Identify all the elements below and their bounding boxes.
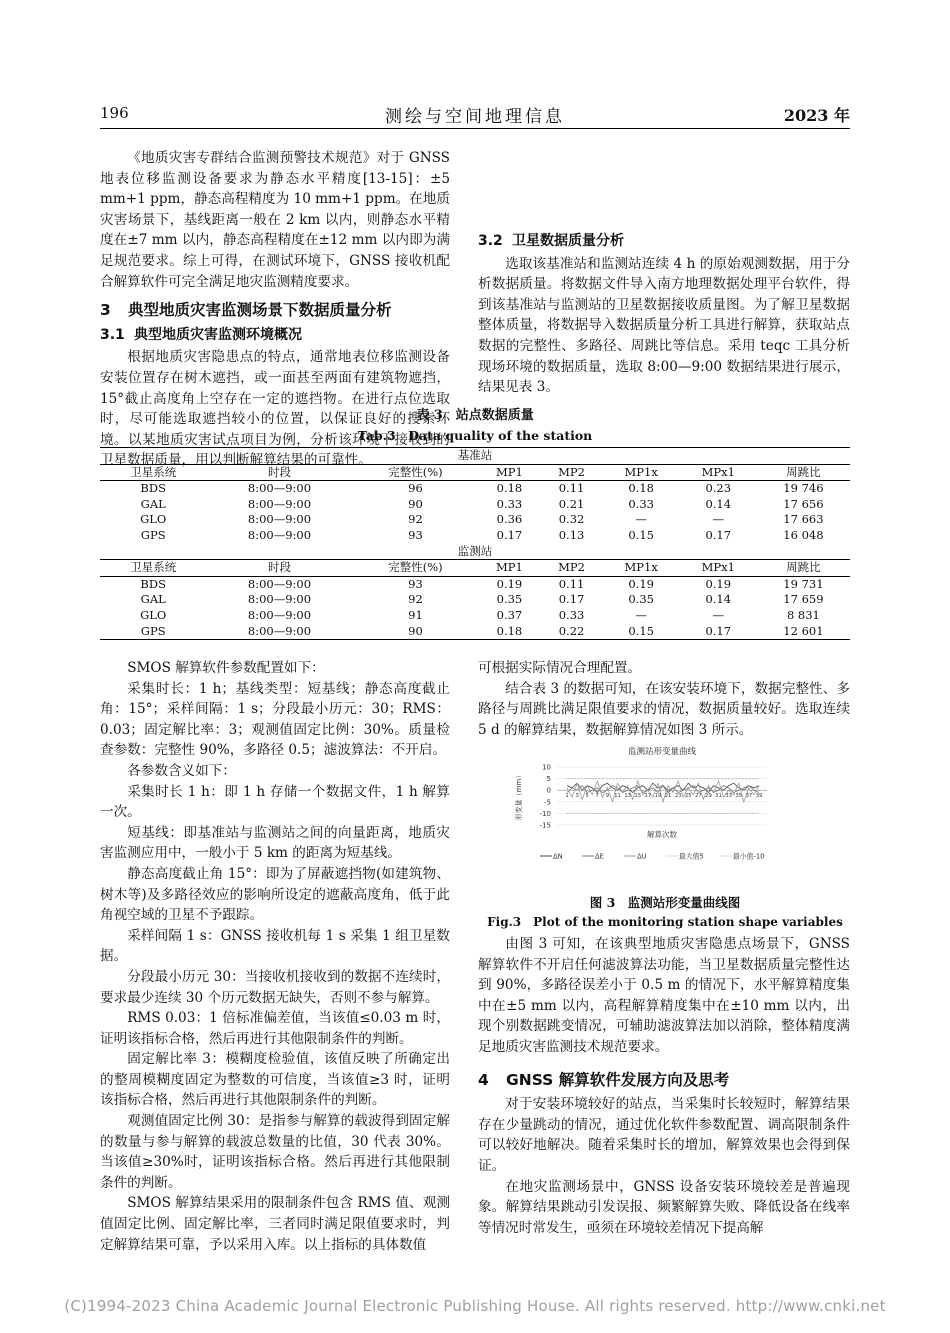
table-cell: 0.18: [478, 624, 540, 640]
x-tick-label: 5: [585, 793, 589, 800]
column-header: 完整性(%): [353, 560, 479, 577]
x-tick-label: 15: [634, 793, 642, 800]
journal-title: 测绘与空间地理信息: [385, 107, 565, 127]
column-header: 周跳比: [757, 560, 850, 577]
table-cell: 8:00—9:00: [206, 624, 352, 640]
right-column-bottom-text: [478, 658, 850, 740]
figure-caption-en: Fig.3 Plot of the monitoring station shape variables: [487, 915, 843, 929]
data-quality-table: [100, 447, 850, 640]
paragraph: 选取该基准站和监测站连续 4 h 的原始观测数据，用于分析数据质量。将数据文件导入南方地理数据处理平台软件，得到该基准站与监测站的卫星数据接收质量图。为了解卫星数据整体质量，将数据导入数据质量分析工具进行解算，获取站点数据的完整性、多路径、周跳比等信息。采用 teqc 工具分析现场环境的数据质量，选取 8:00—9:00 数据结果进行展示，结果见表 3。: [478, 255, 850, 396]
table-cell: GPS: [100, 624, 206, 640]
paragraph: RMS 0.03：1 倍标准偏差值，当该值≤0.03 m 时，证明该指标合格，然后再进行其他限制条件的判断。: [100, 1010, 450, 1047]
x-tick-label: 25: [684, 793, 692, 800]
x-tick-label: 3: [575, 793, 579, 800]
column-header: MP1x: [603, 464, 680, 481]
table-cell: 0.11: [558, 481, 585, 496]
x-tick-label: 31: [715, 793, 722, 800]
table-cell: 16 048: [783, 527, 824, 542]
legend-entry: 最大值5: [679, 852, 704, 861]
x-tick-label: 33: [725, 793, 732, 800]
column-header: 完整性(%): [353, 464, 479, 481]
table-cell: 90: [408, 496, 423, 511]
paragraph: 由图 3 可知，在该典型地质灾害隐患点场景下，GNSS 解算软件不开启任何滤波算法功能，当卫星数据质量完整性达到 90%，多路径误差小于 0.5 m 的情况下，水平解算精度集中在±5 mm 以内，高程解算精度集中在±10 mm 以内，出现个别数据跳变情况，可辅助滤波算法加以消除，整体精度满足地质灾害监测技术规范要求。: [478, 936, 850, 1055]
table-section-row: [100, 544, 850, 560]
page-number: 196: [100, 104, 129, 122]
paragraph: 对于安装环境较好的站点，当采集时长较短时，解算结果存在少量跳动的情况，通过优化软件参数配置、调高限制条件可以较好地解决。随着采集时长的增加，解算效果也会得到保证。: [478, 1096, 850, 1174]
table-cell: 92: [408, 592, 423, 607]
x-tick-label: 19: [654, 793, 662, 800]
paragraph: 采样间隔 1 s：GNSS 接收机每 1 s 采集 1 组卫星数据。: [100, 927, 450, 965]
legend-entry: ΔE: [595, 852, 604, 861]
table-cell: 90: [353, 624, 479, 640]
paragraph: SMOS 解算软件参数配置如下：: [127, 660, 325, 676]
table-cell: GLO: [140, 512, 167, 527]
table-cell: 19 731: [783, 576, 824, 591]
table-row: [100, 512, 850, 528]
table-cell: 8:00—9:00: [247, 576, 312, 591]
section-title: GNSS 解算软件发展方向及思考: [506, 1070, 730, 1089]
column-header: MP1: [478, 560, 540, 577]
column-header: MP1x: [603, 560, 680, 577]
y-tick-label: -10: [539, 809, 551, 818]
section-title: 卫星数据质量分析: [512, 233, 624, 249]
table-cell: 93: [408, 576, 423, 591]
table-section-label: 基准站: [100, 448, 850, 465]
table-cell: 0.14: [705, 592, 732, 607]
table-cell: 19 746: [783, 481, 824, 496]
table-cell: —: [635, 607, 647, 622]
table-cell: 0.21: [558, 496, 585, 511]
table-cell: 0.36: [496, 512, 523, 527]
table-cell: 0.15: [628, 527, 654, 542]
x-tick-label: 35: [735, 793, 743, 800]
table-cell: GAL: [140, 496, 166, 511]
table-cell: 0.14: [705, 496, 732, 511]
table-cell: 17 656: [783, 496, 824, 511]
column-header: 周跳比: [757, 464, 850, 481]
table-section-label: 监测站: [100, 544, 850, 560]
x-tick-label: 37: [745, 793, 753, 800]
y-tick-label: 0: [546, 786, 551, 795]
x-tick-label: 21: [664, 793, 672, 800]
table-cell: GPS: [140, 527, 166, 542]
section-4-heading: [478, 1070, 850, 1091]
right-column-after-figure: [478, 934, 850, 1238]
paragraph: 根据地质灾害隐患点的特点，通常地表位移监测设备安装位置存在树木遮挡，或一面甚至两面有建筑物遮挡，15°截止高度角上空存在一定的遮挡物。在进行点位选取时，尽可能选取遮挡较小的位置，以保证良好的搜索环境。以某地质灾害试点项目为例，分析该环境下接收到的卫星数据质量，用以判断解算结果的可靠性。: [100, 349, 450, 469]
paragraph: 采集时长：1 h；基线类型：短基线；静态高度截止角：15°；采样间隔：1 s；分段最小历元：30；RMS：0.03；固定解比率：3；观测值固定比例：30%。质量检查参数：完整性 90%，多路径 0.5；滤波算法：不开启。: [100, 680, 450, 759]
table-cell: 8:00—9:00: [247, 527, 312, 542]
table-cell: 0.33: [558, 607, 585, 622]
table-caption-cn: 表 3 站点数据质量: [416, 408, 534, 423]
paragraph: 结合表 3 的数据可知，在该安装环境下，数据完整性、多路径与周跳比满足限值要求的情况，数据质量较好。选取连续 5 d 的解算结果，数据解算情况如图 3 所示。: [478, 680, 850, 738]
table-cell: 0.18: [628, 481, 654, 496]
x-tick-label: 39: [755, 793, 763, 800]
paragraph: 静态高度截止角 15°：即为了屏蔽遮挡物(如建筑物、树木等)及多路径效应的影响所设定的遮蔽高度角，低于此角视空域的卫星不予跟踪。: [100, 865, 450, 924]
section-title: 典型地质灾害监测环境概况: [134, 326, 302, 343]
table-row: [100, 528, 850, 544]
paragraph: 各参数含义如下：: [127, 762, 236, 779]
column-header: 卫星系统: [100, 560, 206, 577]
y-tick-label: -5: [544, 798, 551, 807]
figure-caption-cn: 图 3 监测站形变量曲线图: [589, 895, 741, 910]
journal-year: 2023 年: [783, 106, 850, 125]
table-row: [100, 576, 850, 592]
paragraph: 采集时长 1 h：即 1 h 存储一个数据文件，1 h 解算一次。: [100, 783, 450, 821]
table-cell: GLO: [140, 607, 167, 622]
table-cell: —: [712, 512, 724, 527]
table-row: [100, 608, 850, 624]
legend-entry: ΔU: [637, 852, 647, 861]
y-tick-label: 5: [546, 775, 551, 784]
section-title: 典型地质灾害监测场景下数据质量分析: [128, 301, 392, 320]
table-cell: 93: [408, 527, 423, 542]
table-cell: 0.11: [558, 576, 585, 591]
section-number: 4: [478, 1070, 489, 1089]
x-tick-label: 27: [695, 793, 702, 800]
table-cell: BDS: [140, 576, 166, 591]
paragraph: 固定解比率 3：模糊度检验值，该值反映了所确定出的整周模糊度固定为整数的可信度，当该值≥3 时，证明该指标合格，然后再进行其他限制条件的判断。: [100, 1051, 450, 1109]
paragraph: 《地质灾害专群结合监测预警技术规范》对于 GNSS 地表位移监测设备要求为静态水平精度[13-15]：±5 mm+1 ppm，静态高程精度为 10 mm+1 ppm。在地质灾害场景下，基线距离一般在 2 km 以内，则静态水平精度在±7 mm 以内，静态高程精度在±12 mm 以内即为满足规范要求。综上可得，在测试环境下，GNSS 接收机配合解算软件可完全满足地灾监测精度要求。: [100, 150, 450, 290]
column-header: MP2: [541, 560, 603, 577]
y-tick-label: 10: [542, 763, 551, 772]
table-cell: 8:00—9:00: [247, 592, 312, 607]
column-header: MP1: [478, 464, 540, 481]
table-cell: 0.17: [680, 624, 757, 640]
paragraph: 观测值固定比例 30：是指参与解算的载波得到固定解的数量与参与解算的载波总数量的比值，30 代表 30%。当该值≥30%时，证明该指标合格。然后再进行其他限制条件的判断。: [100, 1113, 450, 1191]
x-tick-label: 13: [624, 793, 631, 800]
section-3-2-heading: [478, 231, 850, 252]
x-tick-label: 7: [595, 793, 599, 800]
table-cell: 0.17: [496, 527, 523, 542]
y-tick-label: -15: [539, 821, 551, 830]
legend-entry: 最小值-10: [733, 852, 765, 861]
chart-title: 监测站形变量曲线: [627, 747, 697, 757]
x-axis-label: 解算次数: [647, 830, 677, 839]
table-cell: 0.15: [603, 624, 680, 640]
table-cell: 8:00—9:00: [247, 607, 312, 622]
table-header-row: [100, 464, 850, 481]
table-cell: 0.33: [628, 496, 654, 511]
column-header: 卫星系统: [100, 464, 206, 481]
table-cell: 0.19: [496, 576, 523, 591]
table-cell: —: [635, 512, 647, 527]
paragraph: 分段最小历元 30：当接收机接收到的数据不连续时，要求最少连续 30 个历元数据无缺失，否则不参与解算。: [100, 968, 450, 1006]
table-cell: 0.19: [628, 576, 654, 591]
table-cell: 8:00—9:00: [247, 512, 312, 527]
column-header: MP2: [541, 464, 603, 481]
table-cell: 17 663: [783, 512, 824, 527]
table-cell: 0.33: [496, 496, 523, 511]
x-tick-label: 9: [605, 793, 610, 800]
table-cell: 0.17: [705, 527, 732, 542]
table-cell: —: [712, 607, 724, 622]
section-3-1-heading: [100, 325, 450, 346]
table-row: [100, 592, 850, 608]
y-axis-label: 形变量（mm）: [515, 771, 523, 821]
left-column-bottom: [100, 658, 450, 1255]
paragraph: 在地灾监测场景中，GNSS 设备安装环境较差是普遍现象。解算结果跳动引发误报、频繁解算失败、降低设备在线率等情况时常发生，亟须在环境较差情况下提高解: [478, 1178, 850, 1236]
column-header: 时段: [206, 560, 352, 577]
table-cell: 0.13: [558, 527, 585, 542]
table-cell: 96: [408, 481, 423, 496]
table-caption-en: Tab.3 Data quality of the station: [357, 428, 593, 443]
section-3-heading: [100, 300, 450, 321]
legend-entry: ΔN: [553, 852, 563, 861]
table-cell: 17 659: [783, 592, 824, 607]
table-cell: 12 601: [757, 624, 850, 640]
table-cell: 8:00—9:00: [247, 481, 312, 496]
copyright-footer: (C)1994-2023 China Academic Journal Electronic Publishing House. All rights reserved. http://www.cnki.net: [64, 1297, 886, 1315]
deformation-chart: [505, 745, 775, 865]
table-cell: BDS: [140, 481, 166, 496]
table-row: [100, 497, 850, 513]
table-cell: GAL: [140, 592, 166, 607]
section-number: 3.1: [100, 326, 125, 343]
table-cell: 0.37: [496, 607, 523, 622]
table-cell: 0.35: [628, 592, 654, 607]
column-header: 时段: [206, 464, 352, 481]
table-cell: 0.22: [541, 624, 603, 640]
table-cell: 8:00—9:00: [247, 496, 312, 511]
table-header-row: [100, 560, 850, 577]
paragraph: SMOS 解算结果采用的限制条件包含 RMS 值、观测值固定比例、固定解比率，三者同时满足限值要求时，判定解算结果可靠，予以采用入库。以上指标的具体数值: [100, 1195, 450, 1253]
x-tick-label: 11: [614, 793, 621, 800]
table-cell: 0.32: [558, 512, 585, 527]
table-cell: 0.35: [496, 592, 523, 607]
paragraph: 短基线：即基准站与监测站之间的向量距离，地质灾害监测应用中，一般小于 5 km 的距离为短基线。: [100, 824, 450, 862]
paragraph: 可根据实际情况合理配置。: [478, 660, 642, 676]
x-tick-label: 23: [674, 793, 682, 800]
table-cell: 91: [408, 607, 423, 622]
running-header: [100, 100, 850, 129]
table-row: [100, 624, 850, 640]
x-tick-label: 17: [644, 793, 652, 800]
table-cell: 92: [408, 512, 423, 527]
right-column-top: [478, 148, 850, 398]
table-row: [100, 481, 850, 497]
x-tick-label: 1: [565, 793, 569, 800]
section-number: 3.2: [478, 233, 503, 249]
table-section-row: [100, 448, 850, 465]
table-cell: 8 831: [786, 607, 820, 622]
section-number: 3: [100, 301, 111, 320]
column-header: MPx1: [680, 464, 757, 481]
x-tick-label: 29: [705, 793, 712, 800]
table-cell: 0.23: [705, 481, 732, 496]
column-header: MPx1: [680, 560, 757, 577]
table-cell: 0.19: [705, 576, 732, 591]
table-cell: 0.17: [558, 592, 585, 607]
table-cell: 0.18: [496, 481, 523, 496]
